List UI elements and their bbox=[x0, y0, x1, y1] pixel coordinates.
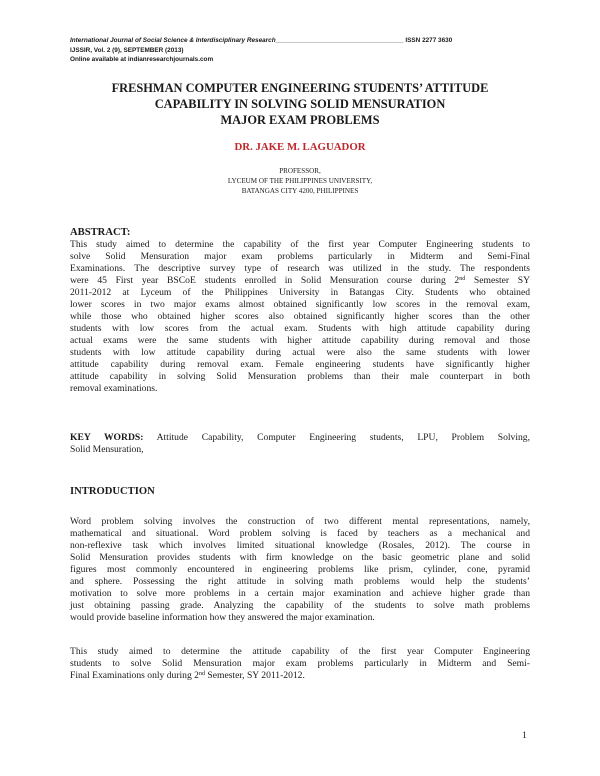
intro-line: motivation to solve more problems in a certain major examination and achieve higher grade than bbox=[70, 588, 530, 599]
author-name: DR. JAKE M. LAGUADOR bbox=[234, 141, 366, 153]
abstract-line: This study aimed to determine the capability of the first year Computer Engineering students to bbox=[70, 239, 530, 250]
journal-header-line bbox=[70, 36, 452, 45]
keywords-line: Solid Mensuration, bbox=[70, 444, 144, 455]
intro-line: students to solve Solid Mensuration major exam problems particularly in Midterm and Semi- bbox=[70, 658, 530, 669]
abstract-line: attitude capability in solving Solid Mensuration problems than their male counterpart in both bbox=[70, 371, 530, 382]
paper-title bbox=[60, 80, 540, 128]
keywords bbox=[70, 432, 530, 456]
abstract-line: actual exams were the same students with higher attitude capability during removal and those bbox=[70, 335, 530, 346]
abstract-line: lower scores in two major exams almost obtained significantly low scores in the removal exam, bbox=[70, 299, 530, 310]
affiliation-university: LYCEUM OF THE PHILIPPINES UNIVERSITY, bbox=[227, 177, 373, 185]
volume-info: IJSSIR, Vol. 2 (9), SEPTEMBER (2013) bbox=[70, 47, 184, 54]
online-info: Online available at indianresearchjournals.com bbox=[70, 56, 214, 63]
keywords-label: KEY WORDS: bbox=[70, 432, 144, 443]
issn: ISSN 2277 3630 bbox=[405, 37, 453, 44]
intro-line: Solid Mensuration provides students with firm knowledge on the basic geometric plane and solid bbox=[70, 552, 530, 563]
page-number: 1 bbox=[522, 730, 527, 741]
abstract-body bbox=[70, 239, 530, 395]
affiliation-location: BATANGAS CITY 4200, PHILIPPINES bbox=[241, 187, 359, 195]
keywords-line: KEY WORDS: Attitude Capability, Computer Engineering students, LPU, Problem Solving, bbox=[70, 432, 530, 443]
introduction-paragraph-2 bbox=[70, 646, 530, 682]
abstract-line: 2011-2012 at Lyceum of the Philippines University in Batangas City. Students who obtained bbox=[70, 287, 530, 298]
title-line-2: CAPABILITY IN SOLVING SOLID MENSURATION bbox=[154, 97, 446, 111]
affiliation-role: PROFESSOR, bbox=[279, 167, 321, 175]
abstract-heading: ABSTRACT: bbox=[70, 227, 131, 238]
abstract-line: Examinations. The descriptive survey type of research was utilized in the study. The respondents bbox=[70, 263, 530, 274]
abstract-line: removal examinations. bbox=[70, 383, 158, 394]
introduction-paragraph-1 bbox=[70, 516, 530, 624]
journal-name: International Journal of Social Science & Interdisciplinary Research bbox=[70, 37, 276, 44]
title-line-1: FRESHMAN COMPUTER ENGINEERING STUDENTS’ ATTITUDE bbox=[111, 81, 489, 95]
abstract-line: were 45 First year BSCoE students enrolled in Solid Mensuration course during 2nd Semester SY bbox=[70, 275, 530, 286]
intro-line: and sphere. Possessing the right attitude in solving math problems would help the students’ bbox=[70, 576, 530, 587]
abstract-line: students with low attitude capability during actual were also the same students with lower bbox=[70, 347, 530, 358]
abstract-line: while those who obtained higher scores also obtained significantly higher scores than the other bbox=[70, 311, 530, 322]
intro-line: just obtaining passing grade. Analyzing the capability of the students to solve math problems bbox=[70, 600, 530, 611]
superscript: nd bbox=[198, 671, 205, 677]
intro-line: Word problem solving involves the construction of two different mental representations, namely, bbox=[70, 516, 530, 527]
introduction-heading: INTRODUCTION bbox=[70, 486, 155, 497]
affiliation bbox=[60, 166, 540, 196]
intro-line: non-reflexive task which involves limited situational knowledge (Rosales, 2012). The course in bbox=[70, 540, 530, 551]
intro-line: would provide baseline information how they answered the major examination. bbox=[70, 612, 375, 623]
abstract-line: attitude capability during removal exam. Female engineering students have significantly higher bbox=[70, 359, 530, 370]
intro-line: Final Examinations only during 2nd Semester, SY 2011-2012. bbox=[70, 670, 305, 681]
title-line-3: MAJOR EXAM PROBLEMS bbox=[220, 113, 380, 127]
header-rule: ____________________________________ bbox=[275, 37, 404, 44]
abstract-line: students with low scores from the actual exam. Students with high attitude capability during bbox=[70, 323, 530, 334]
intro-line: mathematical and situational. Word problem solving is faced by teachers as a mechanical and bbox=[70, 528, 530, 539]
intro-line: figures most commonly encountered in engineering problems like prism, cylinder, cone, pyramid bbox=[70, 564, 530, 575]
superscript: nd bbox=[459, 276, 466, 282]
intro-line: This study aimed to determine the attitude capability of the first year Computer Engineering bbox=[70, 646, 530, 657]
abstract-line: solve Solid Mensuration major exam problems particularly in Midterm and Semi-Final bbox=[70, 251, 530, 262]
